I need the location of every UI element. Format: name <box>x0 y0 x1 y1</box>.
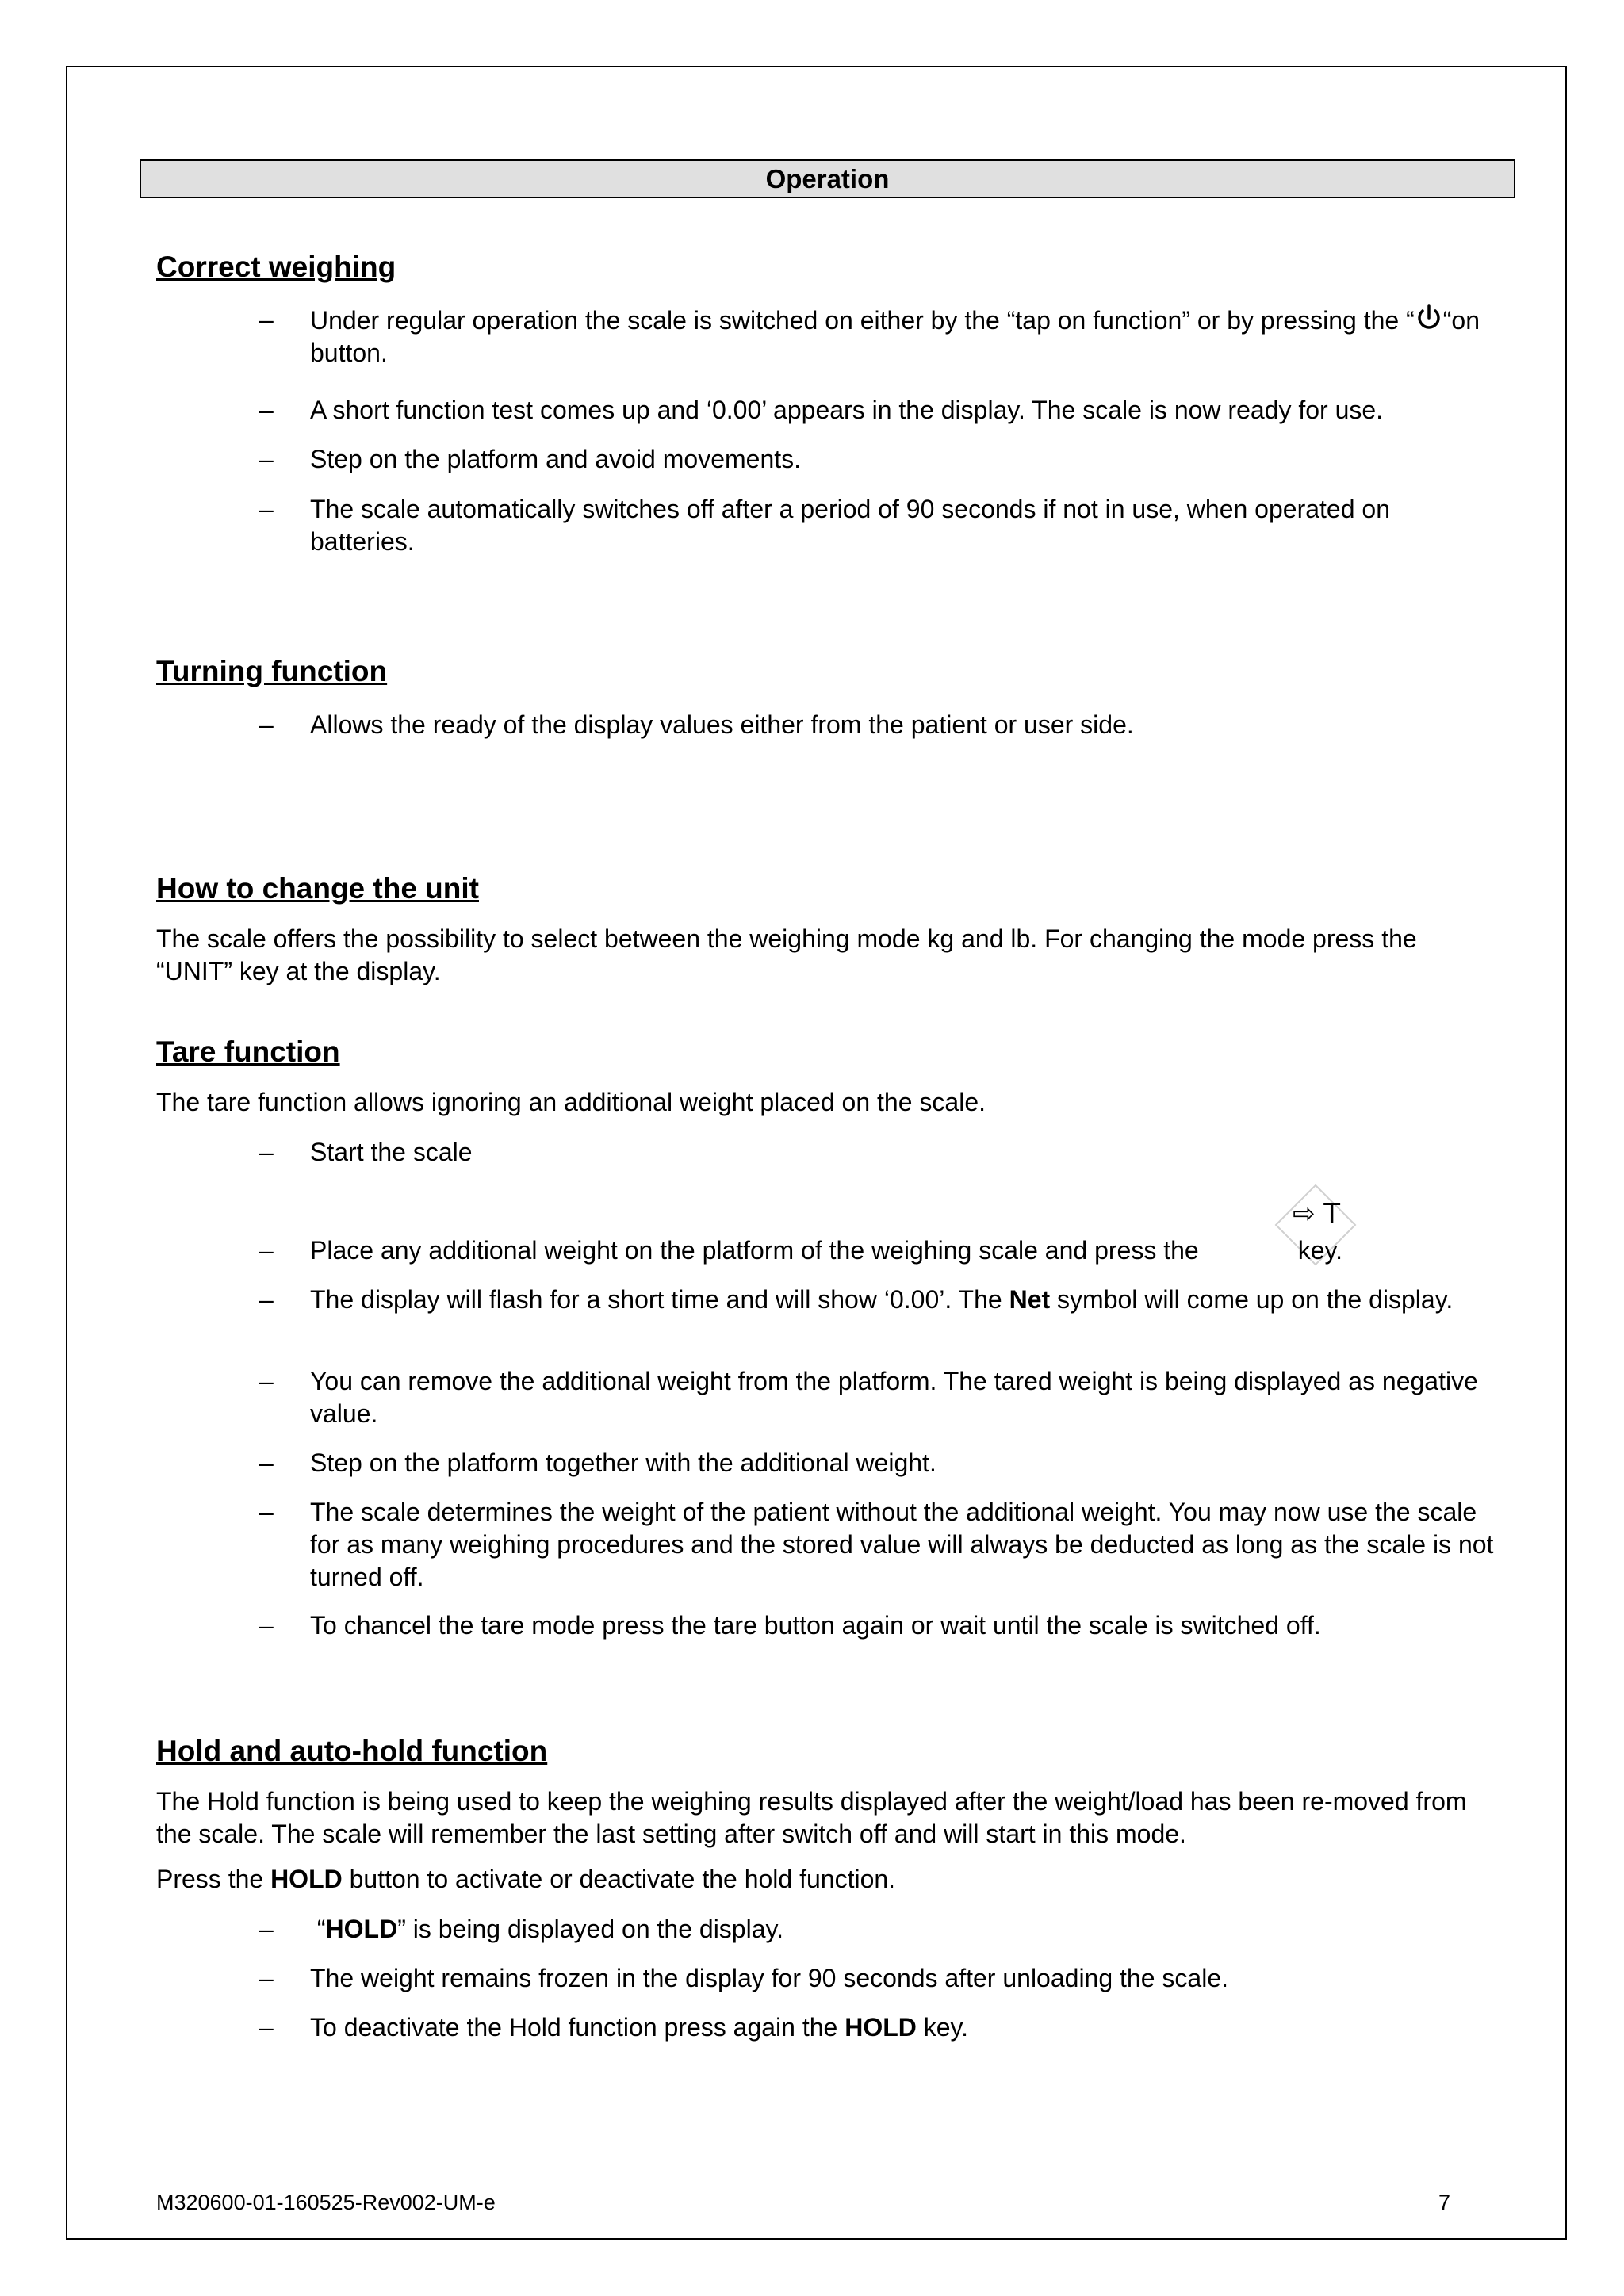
footer-doc-id: M320600-01-160525-Rev002-UM-e <box>156 2191 496 2214</box>
list-item-text: The scale determines the weight of the patient without the additional weight. You may now use the scale for as many weighing procedures and the stored value will always be deducted as long as the scale is not turned off. <box>310 1498 1494 1591</box>
section-banner: Operation <box>140 159 1515 198</box>
heading-tare-function: Tare function <box>156 1035 340 1068</box>
paragraph-change-unit: The scale offers the possibility to select between the weighing mode kg and lb. For changing the mode press the “UNIT” key at the display. <box>156 924 1417 985</box>
bullet-dash: – <box>259 396 274 424</box>
list-item-text: Place any additional weight on the platform of the weighing scale and press the key. <box>310 1236 1343 1265</box>
bullet-dash: – <box>259 1138 274 1166</box>
list-item-text: Step on the platform and avoid movements. <box>310 445 802 473</box>
heading-change-unit: How to change the unit <box>156 872 479 905</box>
heading-turning-function: Turning function <box>156 655 388 687</box>
bullet-dash: – <box>259 1964 274 1992</box>
footer-page-number: 7 <box>1438 2191 1451 2214</box>
bullet-dash: – <box>259 1448 274 1477</box>
tare-key-label: ⇨ T <box>1292 1198 1341 1230</box>
paragraph-hold-body: The Hold function is being used to keep the weighing results displayed after the weight/load has been re-moved from the scale. The scale will remember the last setting after switch off and will start in this mode. <box>156 1787 1467 1848</box>
paragraph-tare-intro: The tare function allows ignoring an additional weight placed on the scale. <box>156 1088 986 1116</box>
list-item-text: You can remove the additional weight from the platform. The tared weight is being displayed as negative value. <box>310 1367 1478 1428</box>
heading-correct-weighing: Correct weighing <box>156 251 396 283</box>
list-item-text: Under regular operation the scale is switched on either by the “tap on function” or by pressing the “ “on button. <box>310 304 1500 369</box>
bullet-dash: – <box>259 1915 274 1943</box>
bullet-dash: – <box>259 710 274 739</box>
list-item-text: To deactivate the Hold function press again the HOLD key. <box>310 2013 969 2042</box>
bullet-dash: – <box>259 305 274 334</box>
bullet-dash: – <box>259 1236 274 1265</box>
list-item-text: The weight remains frozen in the display for 90 seconds after unloading the scale. <box>310 1964 1228 1992</box>
list-item-text: “HOLD” is being displayed on the display. <box>310 1915 784 1943</box>
bullet-dash: – <box>259 2013 274 2042</box>
list-item-text: The display will flash for a short time and will show ‘0.00’. The Net symbol will come up on the display. <box>310 1285 1454 1314</box>
heading-hold-function: Hold and auto-hold function <box>156 1735 548 1767</box>
power-icon <box>1415 304 1443 332</box>
list-item-text: Start the scale <box>310 1138 473 1166</box>
bullet-dash: – <box>259 1611 274 1640</box>
list-item-text: A short function test comes up and ‘0.00’ appears in the display. The scale is now ready for use. <box>310 396 1384 424</box>
bullet-dash: – <box>259 1367 274 1395</box>
bullet-dash: – <box>259 1498 274 1526</box>
paragraph-hold-press: Press the HOLD button to activate or deactivate the hold function. <box>156 1865 896 1893</box>
bullet-dash: – <box>259 495 274 523</box>
bullet-dash: – <box>259 1285 274 1314</box>
list-item-text: Step on the platform together with the additional weight. <box>310 1448 936 1477</box>
list-item-text: The scale automatically switches off after a period of 90 seconds if not in use, when operated on batteries. <box>310 495 1390 556</box>
list-item-text: To chancel the tare mode press the tare button again or wait until the scale is switched off. <box>310 1611 1321 1640</box>
net-symbol-text: Net <box>1009 1285 1051 1314</box>
list-item-text: Allows the ready of the display values either from the patient or user side. <box>310 710 1134 739</box>
bullet-dash: – <box>259 445 274 473</box>
